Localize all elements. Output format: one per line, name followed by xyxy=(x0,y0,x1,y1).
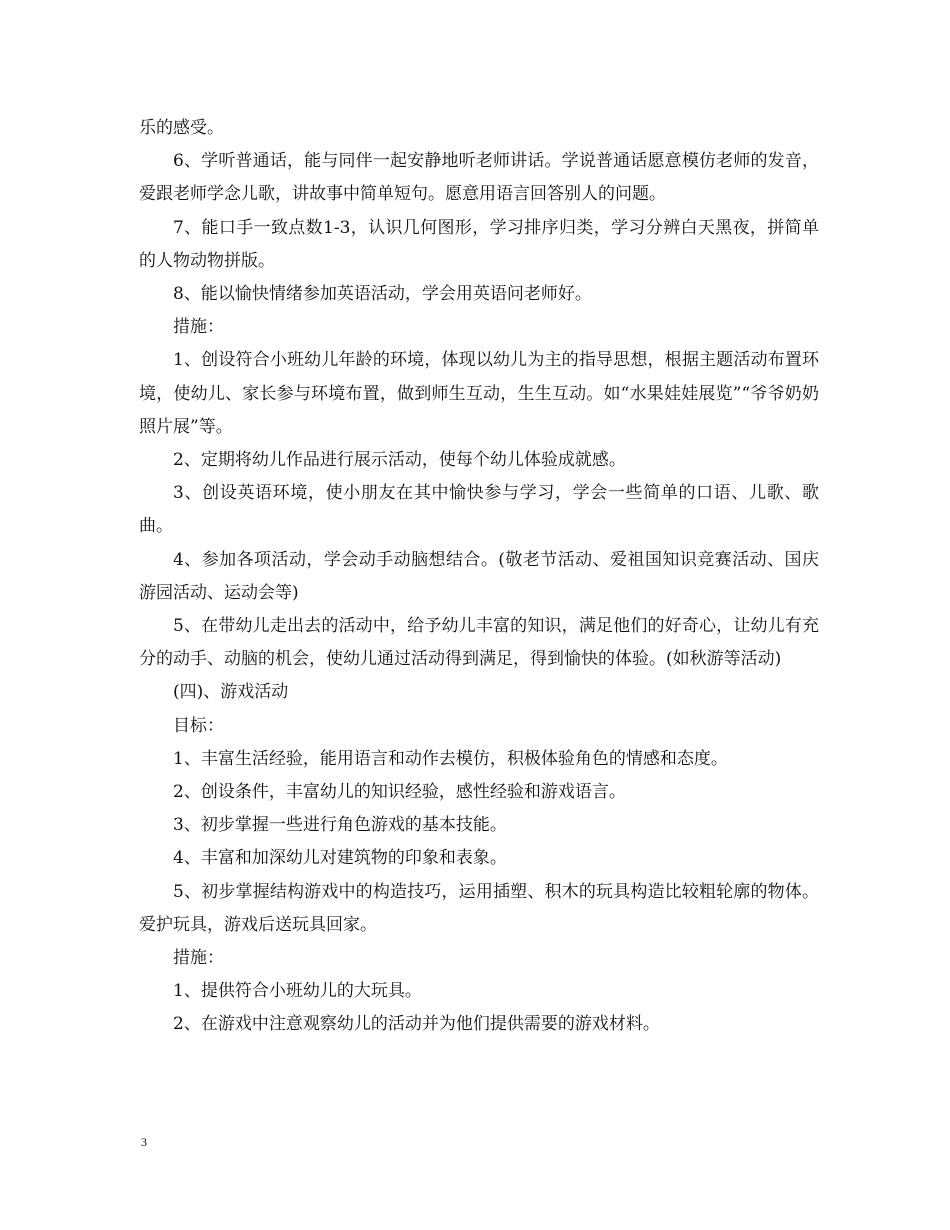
paragraph: 2、在游戏中注意观察幼儿的活动并为他们提供需要的游戏材料。 xyxy=(173,1014,660,1035)
paragraph: 1、丰富生活经验，能用语言和动作去模仿，积极体验角色的情感和态度。 xyxy=(173,748,728,769)
paragraph: 3、初步掌握一些进行角色游戏的基本技能。 xyxy=(173,815,507,836)
paragraph: 6、学听普通话，能与同伴一起安静地听老师讲话。学说普通话愿意模仿老师的发音，爱跟老师学念儿歌，讲故事中简单短句。愿意用语言回答别人的问题。 xyxy=(139,151,819,205)
section-label: 措施： xyxy=(173,317,224,338)
paragraph: 4、参加各项活动，学会动手动脑想结合。(敬老节活动、爱祖国知识竞赛活动、国庆游园活动、运动会等) xyxy=(139,549,819,603)
page-content xyxy=(139,112,819,1042)
paragraph: 1、提供符合小班幼儿的大玩具。 xyxy=(173,981,422,1002)
paragraph: 4、丰富和加深幼儿对建筑物的印象和表象。 xyxy=(173,848,507,869)
section-label: 目标： xyxy=(173,715,224,736)
paragraph: 1、创设符合小班幼儿年龄的环境，体现以幼儿为主的指导思想，根据主题活动布置环境，使幼儿、家长参与环境布置，做到师生互动，生生互动。如“水果娃娃展览”“爷爷奶奶照片展”等。 xyxy=(139,350,819,437)
section-heading: (四)、游戏活动 xyxy=(173,682,289,703)
paragraph: 乐的感受。 xyxy=(139,118,224,138)
paragraph: 7、能口手一致点数1-3，认识几何图形，学习排序归类，学习分辨白天黑夜，拼简单的人物动物拼版。 xyxy=(139,217,819,271)
paragraph: 8、能以愉快情绪参加英语活动，学会用英语问老师好。 xyxy=(173,284,592,305)
paragraph: 5、初步掌握结构游戏中的构造技巧，运用插塑、积木的玩具构造比较粗轮廓的物体。爱护玩具，游戏后送玩具回家。 xyxy=(139,881,819,935)
section-label: 措施： xyxy=(173,948,224,969)
paragraph: 2、创设条件，丰富幼儿的知识经验，感性经验和游戏语言。 xyxy=(173,782,626,803)
paragraph: 3、创设英语环境，使小朋友在其中愉快参与学习，学会一些简单的口语、儿歌、歌曲。 xyxy=(139,483,819,537)
paragraph: 2、定期将幼儿作品进行展示活动，使每个幼儿体验成就感。 xyxy=(173,450,626,471)
paragraph: 5、在带幼儿走出去的活动中，给予幼儿丰富的知识，满足他们的好奇心，让幼儿有充分的动手、动脑的机会，使幼儿通过活动得到满足，得到愉快的体验。(如秋游等活动) xyxy=(139,616,819,670)
page-number: 3 xyxy=(141,1135,147,1149)
